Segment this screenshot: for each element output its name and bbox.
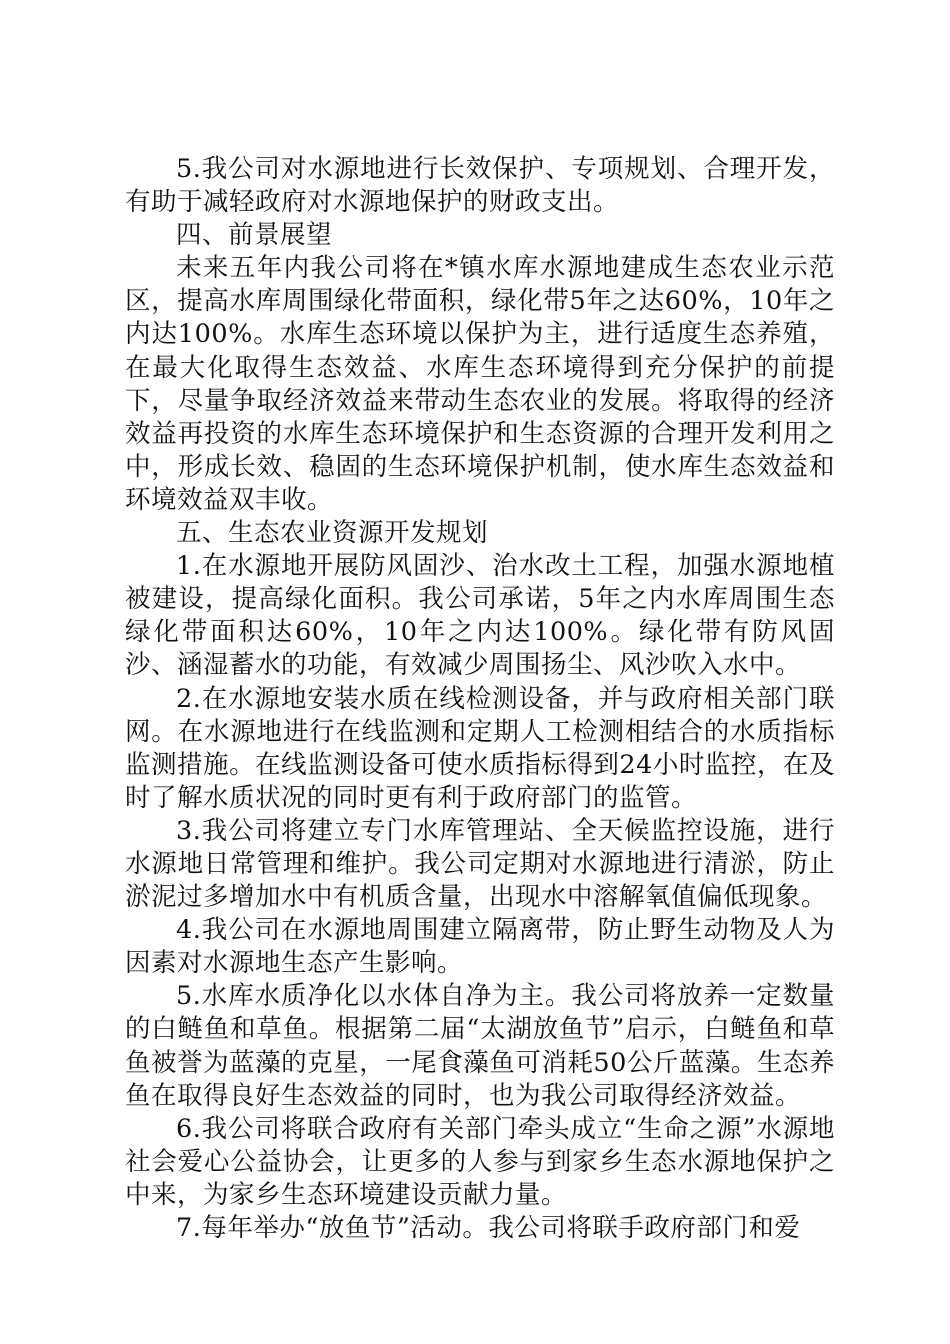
paragraph-item-5-purification: 5.水库水质净化以水体自净为主。我公司将放养一定数量的白鲢鱼和草鱼。根据第二届“太湖放鱼节”启示，白鲢鱼和草鱼被誉为蓝藻的克星，一尾食藻鱼可消耗50公斤蓝藻。生态养鱼在取得良好生态效益的同时，也为我公司取得经济效益。: [125, 981, 835, 1111]
paragraph-item-2-monitoring: 2.在水源地安装水质在线检测设备，并与政府相关部门联网。在水源地进行在线监测和定期人工检测相结合的水质指标监测措施。在线监测设备可使水质指标得到24小时监控，在及时了解水质状况的同时更有利于政府部门的监管。: [125, 683, 835, 813]
paragraph-item-1-greening: 1.在水源地开展防风固沙、治水改土工程，加强水源地植被建设，提高绿化面积。我公司承诺，5年之内水库周围生态绿化带面积达60%，10年之内达100%。绿化带有防风固沙、涵湿蓄水的功能，有效减少周围扬尘、风沙吹入水中。: [125, 551, 835, 681]
section-heading-planning: 五、生态农业资源开发规划: [176, 518, 489, 549]
paragraph-item-7-festival: 7.每年举办“放鱼节”活动。我公司将联手政府部门和爱: [176, 1213, 801, 1243]
paragraph-item-4-isolation: 4.我公司在水源地周围建立隔离带，防止野生动物及人为因素对水源地生态产生影响。: [125, 915, 835, 979]
document-body: [125, 153, 835, 1245]
paragraph-item-5-fiscal: 5.我公司对水源地进行长效保护、专项规划、合理开发，有助于减轻政府对水源地保护的财政支出。: [125, 154, 835, 218]
paragraph-outlook: 未来五年内我公司将在*镇水库水源地建成生态农业示范区，提高水库周围绿化带面积，绿化带5年之达60%，10年之内达100%。水库生态环境以保护为主，进行适度生态养殖，在最大化取得生态效益、水库生态环境得到充分保护的前提下，尽量争取经济效益来带动生态农业的发展。将取得的经济效益再投资的水库生态环境保护和生态资源的合理开发利用之中，形成长效、稳固的生态环境保护机制，使水库生态效益和环境效益双丰收。: [125, 253, 835, 515]
paragraph-item-3-management: 3.我公司将建立专门水库管理站、全天候监控设施，进行水源地日常管理和维护。我公司定期对水源地进行清淤，防止淤泥过多增加水中有机质含量，出现水中溶解氧值偏低现象。: [125, 815, 835, 913]
paragraph-item-6-association: 6.我公司将联合政府有关部门牵头成立“生命之源”水源地社会爱心公益协会，让更多的人参与到家乡生态水源地保护之中来，为家乡生态环境建设贡献力量。: [125, 1113, 835, 1210]
section-heading-outlook: 四、前景展望: [176, 220, 333, 251]
